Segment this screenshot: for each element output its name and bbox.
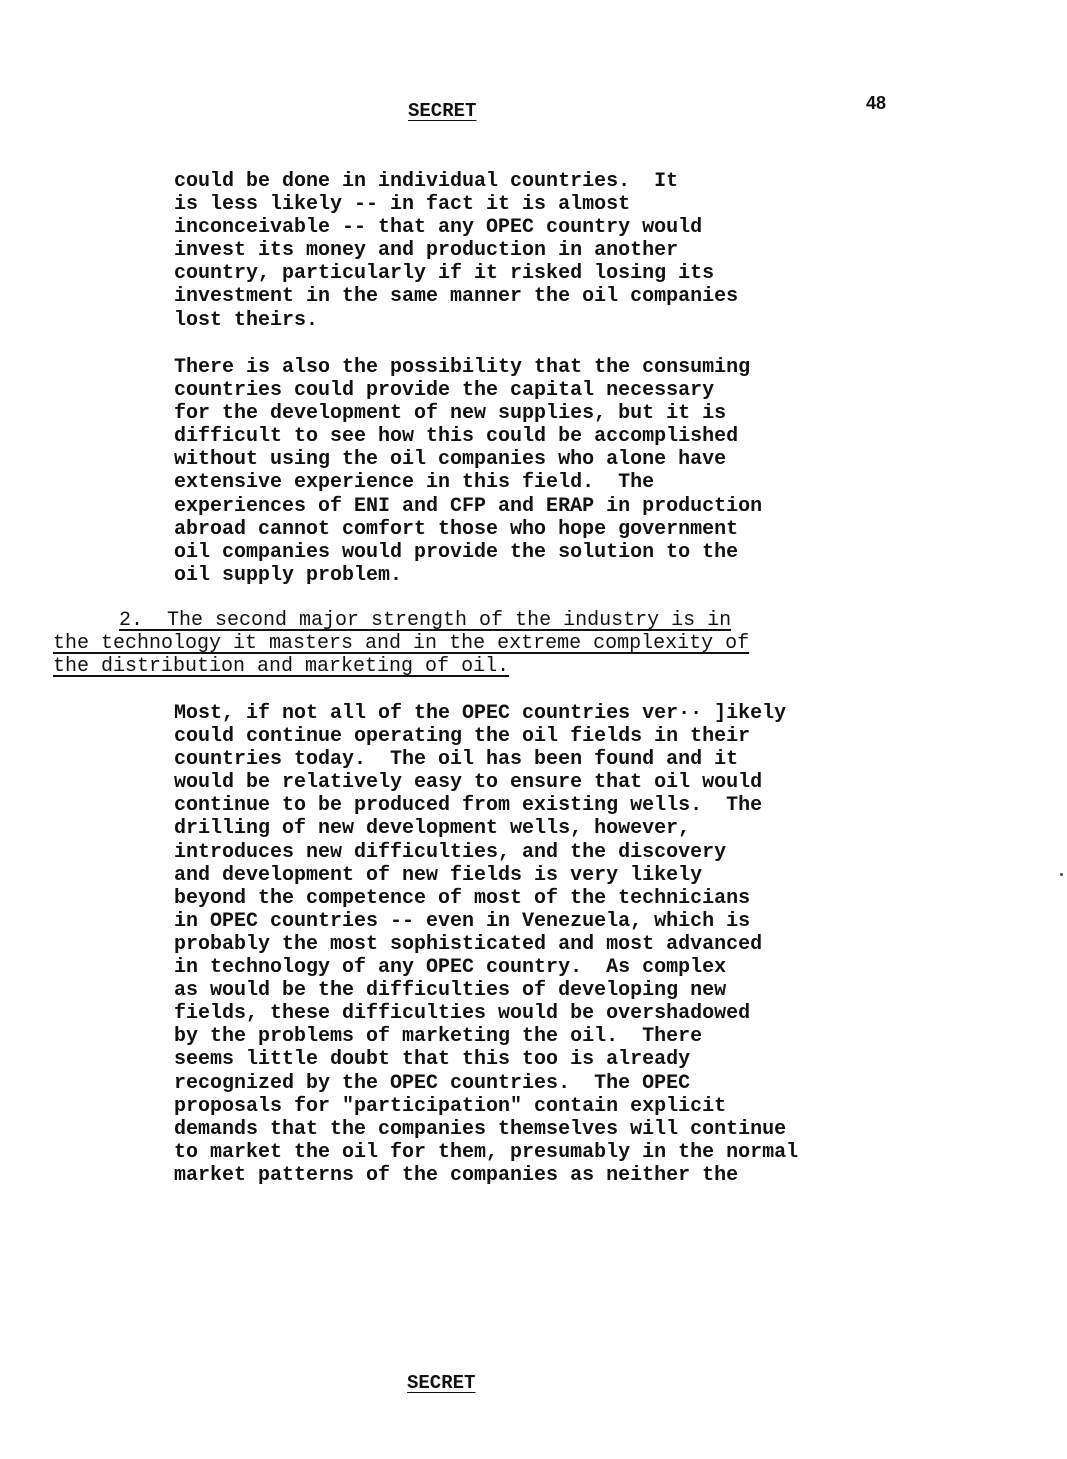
text-line: oil companies would provide the solution to the: [174, 540, 739, 564]
text-line: extensive experience in this field. The: [174, 471, 655, 495]
text-line: drilling of new development wells, however,: [174, 817, 691, 841]
text-line: in OPEC countries -- even in Venezuela, which is: [174, 909, 751, 933]
text-line: seems little doubt that this too is already: [174, 1048, 691, 1072]
text-line: continue to be produced from existing wells. The: [174, 794, 763, 818]
text-line: There is also the possibility that the consuming: [174, 356, 751, 379]
text-line: could be done in individual countries. It: [174, 170, 679, 193]
text-line: the technology it masters and in the extreme complexity of: [53, 632, 750, 656]
text-line: to market the oil for them, presumably in the normal: [174, 1140, 799, 1164]
header-classification-marking: SECRET: [408, 100, 477, 122]
text-line: proposals for "participation" contain explicit: [174, 1094, 727, 1118]
text-line: invest its money and production in another: [174, 239, 679, 263]
text-line: is less likely -- in fact it is almost: [174, 193, 631, 217]
text-line: the distribution and marketing of oil.: [53, 655, 510, 679]
text-line: experiences of ENI and CFP and ERAP in production: [174, 494, 763, 518]
text-line: as would be the difficulties of developing new: [174, 979, 727, 1003]
text-line: demands that the companies themselves will continue: [174, 1117, 787, 1141]
text-line: would be relatively easy to ensure that oil would: [174, 771, 763, 795]
text-line: without using the oil companies who alone have: [174, 448, 727, 472]
text-line: for the development of new supplies, but it is: [174, 402, 727, 426]
text-line: investment in the same manner the oil companies: [174, 285, 739, 309]
text-line: and development of new fields is very likely: [174, 863, 703, 887]
text-line: by the problems of marketing the oil. There: [174, 1025, 703, 1049]
text-line: countries could provide the capital necessary: [174, 379, 715, 403]
text-line: market patterns of the companies as neither the: [174, 1163, 739, 1187]
text-line: lost theirs.: [174, 308, 319, 332]
text-line: countries today. The oil has been found and it: [174, 748, 739, 772]
text-line: in technology of any OPEC country. As complex: [174, 956, 727, 980]
scan-speck: [1060, 873, 1063, 876]
text-line: probably the most sophisticated and most advanced: [174, 932, 763, 956]
paragraph-oil-investment: [174, 170, 738, 332]
page-number: 48: [866, 93, 887, 113]
text-line: fields, these difficulties would be overshadowed: [174, 1002, 751, 1026]
text-line: 2. The second major strength of the industry is in: [119, 609, 732, 632]
text-line: could continue operating the oil fields in their: [174, 725, 751, 749]
text-line: introduces new difficulties, and the discovery: [174, 840, 727, 864]
text-line: country, particularly if it risked losing its: [174, 262, 715, 286]
numbered-point-2-underlined: [53, 609, 749, 678]
text-line: oil supply problem.: [174, 563, 403, 587]
text-line: inconceivable -- that any OPEC country would: [174, 216, 703, 240]
text-line: beyond the competence of most of the technicians: [174, 886, 751, 910]
text-line: abroad cannot comfort those who hope government: [174, 517, 739, 541]
text-line: Most, if not all of the OPEC countries ver·· ]ikely: [174, 702, 787, 725]
paragraph-technology-marketing: [174, 702, 798, 1187]
text-line: difficult to see how this could be accomplished: [174, 425, 739, 449]
footer-classification-marking: SECRET: [407, 1372, 476, 1394]
paragraph-consuming-countries: [174, 356, 762, 587]
text-line: recognized by the OPEC countries. The OPEC: [174, 1071, 691, 1095]
